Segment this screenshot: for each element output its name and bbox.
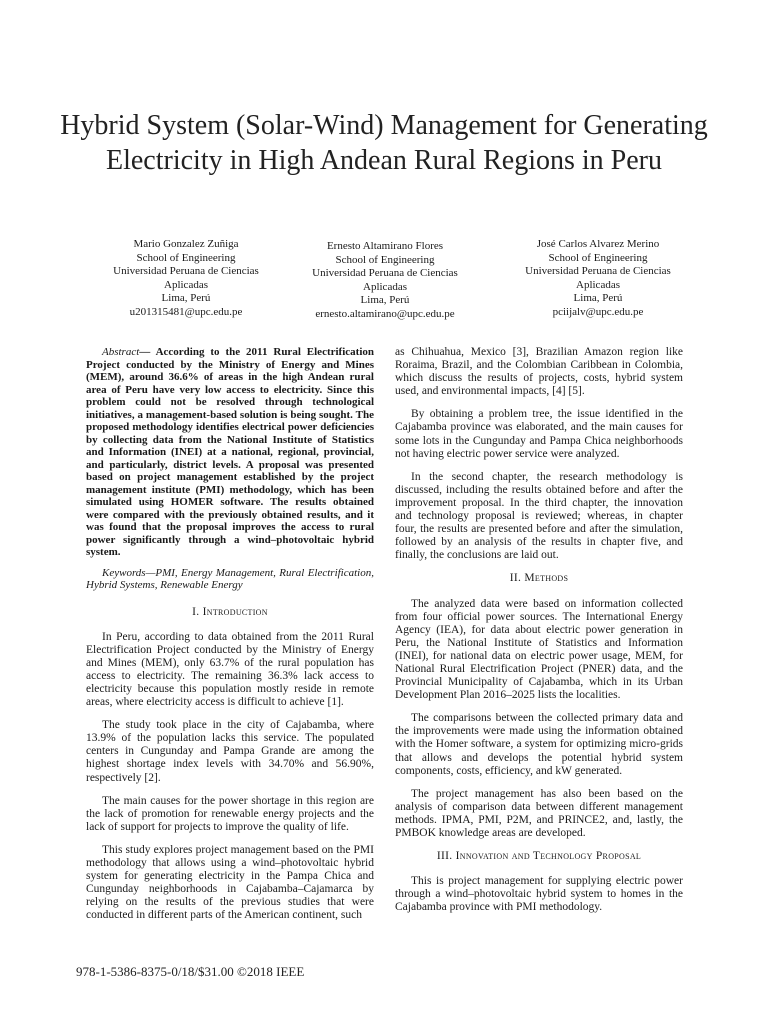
continued-paragraph: as Chihuahua, Mexico [3], Brazilian Amazon region like Roraima, Brazil, and the Colombian Caribbean in Colombia, which discuss the results of projects, costs, hybrid system used, and environmental impacts, [4] [5]. bbox=[395, 346, 683, 398]
author-city: Lima, Perú bbox=[360, 294, 410, 306]
author-university-line2: Aplicadas bbox=[363, 280, 407, 293]
methods-paragraph-3: The project management has also been based on the analysis of comparison data between different management methods. IPMA, PMI, P2M, and PRINCE2, and, lastly, the PMBOK knowledge areas are developed. bbox=[395, 787, 683, 839]
author-email: pciijalv@upc.edu.pe bbox=[552, 305, 644, 318]
author-block-2 bbox=[285, 240, 485, 321]
intro-paragraph-4: This study explores project management based on the PMI methodology that allows using a wind–photovoltaic hybrid system for generating electricity in the Pampa Chica and Cungunday neighborhoods in Cajabamba–Cajamarca by relying on the results of the previous studies that were conducted in different parts of the American continent, such bbox=[86, 843, 374, 922]
author-university-line2: Aplicadas bbox=[576, 278, 620, 291]
keywords: Keywords—PMI, Energy Management, Rural Electrification, Hybrid Systems, Renewable Energy bbox=[86, 566, 374, 591]
left-column bbox=[86, 346, 374, 932]
intro-paragraph-1: In Peru, according to data obtained from the 2011 Rural Electrification Project conducted by the Ministry of Energy and Mines (MEM), only 63.7% of the rural population has access to electricity. The remaining 36.3% lack access to electricity because this population mostly reside in remote areas, where electricity access is difficult to achieve [1]. bbox=[86, 630, 374, 709]
section-heading-introduction: I. Introduction bbox=[192, 605, 268, 618]
author-dept: School of Engineering bbox=[335, 253, 435, 266]
intro-paragraph-5: By obtaining a problem tree, the issue identified in the Cajabamba province was elaborated, and the main causes for some lots in the Cungunday and Pampa Chica neighborhoods not having electric power service were analyzed. bbox=[395, 408, 683, 460]
methods-paragraph-1: The analyzed data were based on information collected from four official power sources. The International Energy Agency (IEA), for data about electric power generation in Peru, the National Institute of Statistics and Information (INEI), for national data on electric power usage, MEM, for National Rural Electrification Project (PNER) data, and the Provincial Municipality of Cajabamba, which in its Urban Development Plan 2016–2025 lists the localities. bbox=[395, 597, 683, 702]
intro-paragraph-2: The study took place in the city of Cajabamba, where 13.9% of the population lacks this service. The populated centers in Cungunday and Pampa Grande are among the highest shortage index levels with 34.70% and 56.90%, respectively [2]. bbox=[86, 719, 374, 784]
author-city: Lima, Perú bbox=[573, 292, 623, 304]
abstract bbox=[86, 346, 374, 559]
author-city: Lima, Perú bbox=[161, 292, 211, 304]
author-email: ernesto.altamirano@upc.edu.pe bbox=[315, 307, 455, 320]
abstract-lead: Abstract bbox=[102, 346, 140, 358]
author-name: José Carlos Alvarez Merino bbox=[536, 238, 660, 250]
author-name: Mario Gonzalez Zuñiga bbox=[133, 238, 239, 250]
abstract-text: — According to the 2011 Rural Electrification Project conducted by the Ministry of Energy and Mines (MEM), around 36.6% of areas in the high Andean rural area of Peru have very low access to electricity. Since this problem could not be resolved through technological initiatives, a management-based solution is being sought. The proposed methodology identifies electrical power deficiencies by collecting data from the National Institute of Statistics and Information (INEI) at a national, regional, provincial, and particularly, district levels. A proposal was presented based on project management established by the project management institute (PMI) methodology, which has been simulated using HOMER software. The results obtained were compared with the previously obtained results, and it was found that the proposal improves the access to rural power significantly through a wind–photovoltaic hybrid system. bbox=[86, 346, 374, 558]
author-name: Ernesto Altamirano Flores bbox=[326, 240, 444, 252]
author-university: Universidad Peruana de Ciencias bbox=[113, 265, 259, 277]
author-university: Universidad Peruana de Ciencias bbox=[312, 267, 458, 279]
innovation-paragraph-1: This is project management for supplying electric power through a wind–photovoltaic hybrid system to homes in the Cajabamba province with PMI methodology. bbox=[395, 875, 683, 914]
author-block-1 bbox=[86, 238, 286, 319]
section-heading-methods: II. Methods bbox=[509, 572, 569, 585]
author-university-line2: Aplicadas bbox=[164, 278, 208, 291]
intro-paragraph-3: The main causes for the power shortage in this region are the lack of promotion for renewable energy projects and the lack of support for projects to improve the quality of life. bbox=[86, 794, 374, 833]
author-dept: School of Engineering bbox=[136, 251, 236, 264]
author-dept: School of Engineering bbox=[548, 251, 648, 264]
author-block-3 bbox=[498, 238, 698, 319]
intro-paragraph-6: In the second chapter, the research methodology is discussed, including the results obtained before and after the improvement proposal. In the third chapter, the innovation and technology proposal is reviewed; whereas, in chapter four, the results are presented before and after the simulation, followed by an analysis of the results in chapter five, and finally, the conclusions are laid out. bbox=[395, 470, 683, 562]
section-heading-innovation: III. Innovation and Technology Proposal bbox=[436, 850, 642, 863]
author-university: Universidad Peruana de Ciencias bbox=[525, 265, 671, 277]
copyright-footer: 978-1-5386-8375-0/18/$31.00 ©2018 IEEE bbox=[76, 964, 305, 979]
author-email: u201315481@upc.edu.pe bbox=[129, 305, 243, 318]
methods-paragraph-2: The comparisons between the collected primary data and the improvements were made using the information obtained with the Homer software, a system for optimizing micro-grids that allows and develops the potential hybrid system components, costs, efficiency, and kW generated. bbox=[395, 712, 683, 777]
paper-title: Hybrid System (Solar-Wind) Management for Generating Electricity in High Andean Rural Regions in Peru bbox=[60, 110, 708, 176]
right-column bbox=[395, 346, 683, 924]
